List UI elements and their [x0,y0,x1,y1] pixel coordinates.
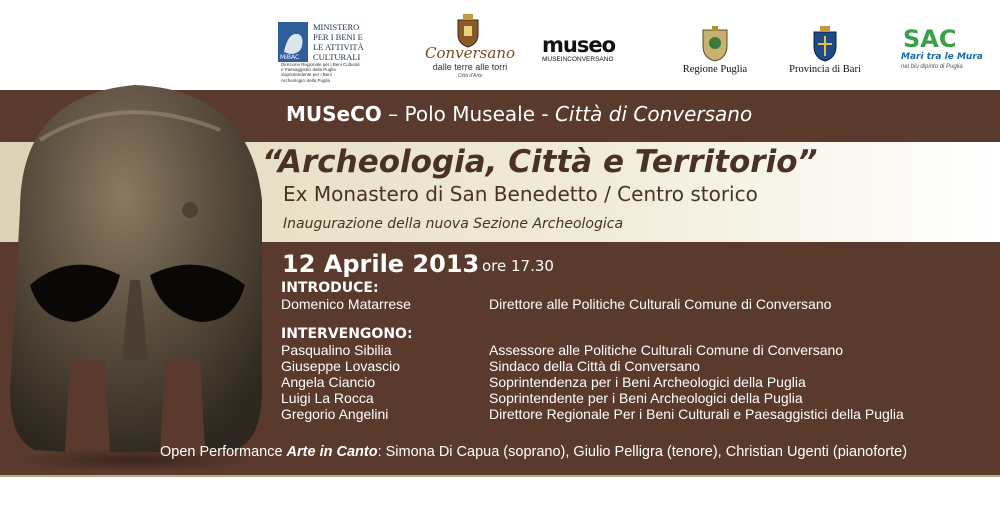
speaker-name: Pasqualino Sibilia [281,342,392,358]
provincia-bari-logo [775,14,875,76]
speaker-role: Sindaco della Città di Conversano [489,358,700,374]
event-venue: Ex Monastero di San Benedetto / Centro storico [283,182,758,206]
intervengono-heading: INTERVENGONO: [281,326,413,342]
conversano-tagline: dalle terre alle torri [432,62,508,72]
mibac-small2: e Paesaggistici della Puglia [281,67,336,73]
event-time: ore 17.30 [482,257,554,275]
mibac-emblem-icon [278,22,308,62]
sac-line1: Mari tra le Mura [901,52,983,62]
provincia-crest-icon [812,26,838,62]
regione-name: Regione Puglia [682,64,748,75]
svg-text:MiBAC: MiBAC [280,54,300,61]
speaker-name: Angela Ciancio [281,374,376,390]
sac-logo [897,26,997,76]
speaker-role: Soprintendenza per i Beni Archeologici della Puglia [489,374,806,390]
performance-title: Arte in Canto [286,444,378,460]
sac-line2: nel blu dipinto di Puglia [901,64,963,70]
museo-sub: MUSEINCONVERSANO [542,56,614,63]
mibac-line1: MINISTERO [313,22,360,32]
conversano-name: Conversano [424,44,516,62]
mibac-logo [278,14,398,83]
conversano-sub: Città d'Arte [457,73,483,79]
museo-name: museo [542,33,616,57]
introduce-heading: INTRODUCE: [281,280,379,296]
mibac-small4: Archeologici della Puglia [281,77,331,83]
event-date: 12 Aprile 2013 [282,250,480,278]
museum-header [286,102,752,126]
speaker-name: Luigi La Rocca [281,390,374,406]
regione-puglia-logo [670,14,760,76]
introduce-role: Direttore alle Politiche Culturali Comune di Conversano [489,296,832,312]
event-description: Inaugurazione della nuova Sezione Archeologica [283,216,624,232]
event-title: “Archeologia, Città e Territorio” [262,144,818,180]
museco-name: MUSeCO [286,102,382,126]
provincia-name: Provincia di Bari [789,64,861,75]
corinthian-helmet-image [0,60,270,470]
performance-prefix: Open Performance [160,444,287,460]
speaker-role: Assessore alle Politiche Culturali Comune di Conversano [489,342,844,358]
sac-name: SAC [903,25,957,53]
mibac-small3: Soprintendente per i Beni [281,72,332,78]
speaker-name: Giuseppe Lovascio [281,358,401,374]
speaker-name: Gregorio Angelini [281,406,389,422]
museco-separator: – Polo Museale - [381,102,555,126]
mibac-line4: CULTURALI [313,52,361,62]
regione-crest-icon [701,26,729,62]
mibac-small1: Direzione Regionale per i Beni Culturali [281,62,360,67]
museo-logo [542,34,642,74]
conversano-crest-icon [455,14,481,48]
mibac-line3: LE ATTIVITÀ [313,42,364,52]
bottom-rule [0,475,1000,477]
logo-strip [270,14,1000,83]
mibac-line2: PER I BENI E [313,32,363,42]
introduce-name: Domenico Matarrese [281,296,411,312]
museco-city: Città di Conversano [554,102,753,126]
speaker-role: Direttore Regionale Per i Beni Culturali e Paesaggistici della Puglia [489,406,904,422]
conversano-logo [420,14,520,80]
performance-line [160,444,907,460]
speaker-role: Soprintendente per i Beni Archeologici della Puglia [489,390,803,406]
performance-performers: : Simona Di Capua (soprano), Giulio Pelligra (tenore), Christian Ugenti (pianoforte) [377,444,908,460]
